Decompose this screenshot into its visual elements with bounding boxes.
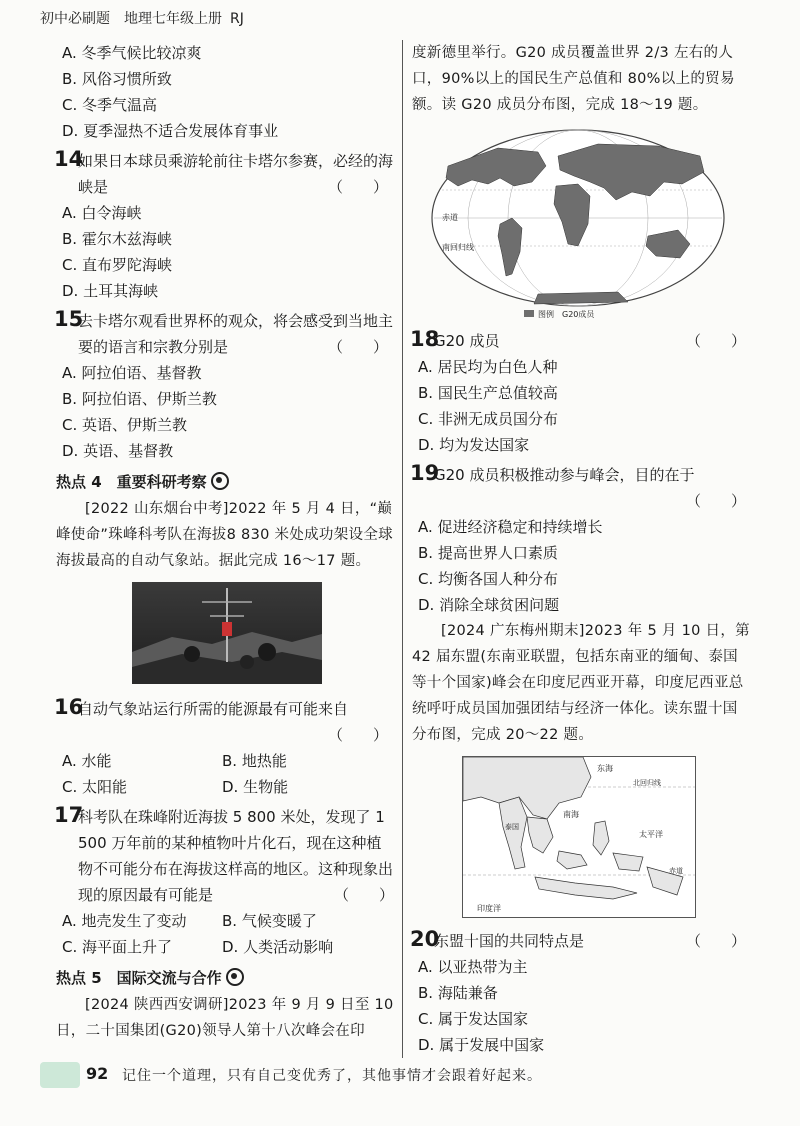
q13-options [56,40,394,144]
option[interactable]: B. 阿拉伯语、伊斯兰教 [62,390,217,408]
answer-blank[interactable]: （ ） [685,932,746,950]
question-19 [412,462,752,514]
question-number: 20 [410,927,440,951]
option[interactable]: C. 属于发达国家 [418,1010,529,1028]
legend-swatch [524,310,534,317]
page-footer [40,1062,780,1088]
option[interactable]: C. 太阳能 [62,778,128,796]
option[interactable]: A. 地壳发生了变动 [62,912,187,930]
label-east-sea: 东海 [597,764,613,773]
page-tab [40,1062,80,1088]
label-indian-ocean: 印度洋 [477,904,501,913]
g20-world-map [428,126,728,322]
option[interactable]: C. 冬季气温高 [62,96,158,114]
target-icon [211,472,229,490]
book-title: 初中必刷题 地理七年级上册 [40,11,222,27]
option[interactable]: A. 促进经济稳定和持续增长 [418,518,603,536]
answer-blank[interactable]: （ ） [327,178,388,196]
answer-blank[interactable]: （ ） [685,492,746,510]
question-text: 科考队在珠峰附近海拔 5 800 米处，发现了 1 500 万年前的某种植物叶片化石，现在这种植物不可能分布在海拔这样高的地区。这种现象出现的原因最有可能是 [78,808,394,904]
section-heading-4: 热点 4 重要科研考察 [56,468,394,496]
edition-label: RJ [230,11,244,27]
question-text: 东盟十国的共同特点是 [434,932,585,950]
options-row [56,908,394,934]
option[interactable]: A. 居民均为白色人种 [418,358,558,376]
option[interactable]: C. 英语、伊斯兰教 [62,416,188,434]
photo-scene [132,582,322,684]
option[interactable]: A. 阿拉伯语、基督教 [62,364,202,382]
option[interactable]: D. 属于发展中国家 [418,1036,545,1054]
answer-blank[interactable]: （ ） [327,338,388,356]
label-tropic: 南回归线 [442,243,474,252]
target-icon [226,968,244,986]
question-text: G20 成员积极推动参与峰会，目的在于 [434,466,695,484]
option[interactable]: D. 夏季湿热不适合发展体育事业 [62,122,279,140]
question-text: 如果日本球员乘游轮前往卡塔尔参赛，必经的海峡是 [78,152,394,196]
footer-motto: 记住一个道理，只有自己变优秀了，其他事情才会跟着好起来。 [122,1068,542,1084]
question-text: 自动气象站运行所需的能源最有可能来自 [78,700,349,718]
option[interactable]: B. 气候变暖了 [222,912,317,930]
page-header [40,8,244,28]
question-text: G20 成员 [434,332,500,350]
option[interactable]: D. 人类活动影响 [222,938,334,956]
label-south-sea: 南海 [563,810,579,819]
option[interactable]: B. 霍尔木兹海峡 [62,230,172,248]
label-pacific: 太平洋 [639,830,663,839]
asean-map [462,756,696,918]
label-equator: 赤道 [442,213,458,222]
question-14 [56,148,394,200]
option[interactable]: B. 地热能 [222,752,287,770]
option[interactable]: C. 均衡各国人种分布 [418,570,559,588]
question-16 [56,696,394,748]
left-column [56,40,394,1044]
question-number: 15 [54,307,84,331]
everest-photo [132,582,322,684]
question-number: 16 [54,695,84,719]
question-number: 14 [54,147,84,171]
question-number: 17 [54,803,84,827]
option[interactable]: A. 水能 [62,752,112,770]
world-map-graphic [428,126,728,322]
option[interactable]: D. 英语、基督教 [62,442,174,460]
page-number: 92 [86,1064,109,1083]
option[interactable]: B. 国民生产总值较高 [418,384,558,402]
option[interactable]: A. 以亚热带为主 [418,958,528,976]
option[interactable]: D. 生物能 [222,778,289,796]
option[interactable]: B. 海陆兼备 [418,984,498,1002]
material-text: 度新德里举行。G20 成员覆盖世界 2/3 左右的人口，90%以上的国民生产总值和 80%以上的贸易额。读 G20 成员分布图，完成 18～19 题。 [412,45,735,113]
question-20 [412,928,752,954]
option[interactable]: A. 白令海峡 [62,204,142,222]
option[interactable]: B. 提高世界人口素质 [418,544,558,562]
material-text: [2022 山东烟台中考]2022 年 5 月 4 日，“巅峰使命”珠峰科考队在海拔8 830 米处成功架设全球海拔最高的自动气象站。据此完成 16～17 题。 [56,501,393,569]
question-number: 18 [410,327,440,351]
label-equator: 赤道 [669,867,683,875]
question-18 [412,328,752,354]
column-divider [402,40,403,1058]
option[interactable]: D. 消除全球贫困问题 [418,596,560,614]
option[interactable]: D. 土耳其海峡 [62,282,159,300]
material-text: [2024 广东梅州期末]2023 年 5 月 10 日，第 42 届东盟(东南亚联盟，包括东南亚的缅甸、泰国等十个国家)峰会在印度尼西亚开幕，印度尼西亚总统呼吁成员国加强团结与经济一体化。读东盟十国分布图，完成 20～22 题。 [412,623,750,743]
option[interactable]: B. 风俗习惯所致 [62,70,172,88]
option[interactable]: D. 均为发达国家 [418,436,530,454]
question-17 [56,804,394,908]
option[interactable]: C. 海平面上升了 [62,938,173,956]
question-15 [56,308,394,360]
asean-map-graphic [463,757,695,917]
answer-blank[interactable]: （ ） [333,886,394,904]
material-text: [2024 陕西西安调研]2023 年 9 月 9 日至 10 日，二十国集团(G20)领导人第十八次峰会在印 [56,997,394,1039]
question-text: 去卡塔尔观看世界杯的观众，将会感受到当地主要的语言和宗教分别是 [78,312,394,356]
option[interactable]: A. 冬季气候比较凉爽 [62,44,202,62]
right-column [412,40,752,1058]
option[interactable]: C. 非洲无成员国分布 [418,410,559,428]
label-tropic: 北回归线 [633,779,661,787]
options-row [56,774,394,800]
section-heading-5: 热点 5 国际交流与合作 [56,964,394,992]
answer-blank[interactable]: （ ） [327,726,388,744]
answer-blank[interactable]: （ ） [685,332,746,350]
option[interactable]: C. 直布罗陀海峡 [62,256,173,274]
map-caption: 图例 G20成员 [538,310,595,319]
label-thailand: 泰国 [505,823,519,831]
options-row [56,934,394,960]
question-number: 19 [410,461,440,485]
options-row [56,748,394,774]
